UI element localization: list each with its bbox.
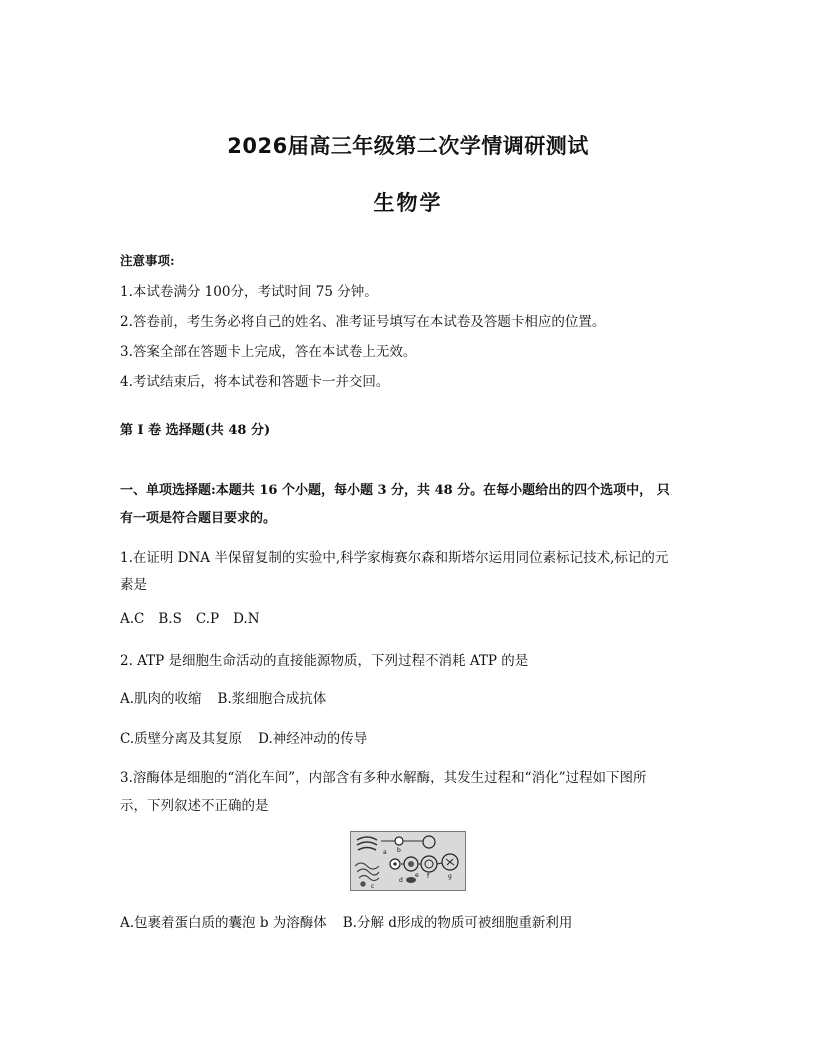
question-3-options-row1 [120,911,586,931]
option-a: A.肌肉的收缩 [120,691,202,707]
figure-label: f [427,873,430,880]
question-3-stem: 3.溶酶体是细胞的“消化车间”，内部含有多种水解酶，其发生过程和“消化”过程如下图所 [120,770,647,786]
question-1-stem-cont: 素是 [120,577,147,593]
figure-label: g [448,873,452,880]
question-3-stem-cont: 示，下列叙述不正确的是 [120,798,269,814]
question-2-stem: 2. ATP 是细胞生命活动的直接能源物质，下列过程不消耗 ATP 的是 [120,653,529,669]
lysosome-diagram [350,831,466,891]
question-1-stem: 1.在证明 DNA 半保留复制的实验中,科学家梅赛尔森和斯塔尔运用同位素标记技术,标记的元 [120,550,669,566]
figure-label: e [415,872,419,879]
exam-title: 2026届高三年级第二次学情调研测试 [227,134,589,158]
figure-label: c [371,883,375,890]
option-b: B.浆细胞合成抗体 [217,691,327,707]
notice-item: 2.答卷前，考生务必将自己的姓名、准考证号填写在本试卷及答题卡相应的位置。 [120,314,606,330]
option-b: B.S [158,611,182,627]
part-heading: 第 I 卷 选择题(共 48 分) [120,423,271,438]
section-instruction-cont: 有一项是符合题目要求的。 [120,511,277,526]
option-a: A.C [120,611,145,627]
figure-label: a [383,849,387,856]
figure-label: d [399,877,403,884]
arrow-line [437,863,442,864]
vesicle [423,836,435,848]
fusion-vesicle [421,856,437,872]
notice-item: 4.考试结束后，将本试卷和答题卡一并交回。 [120,374,390,390]
lysosome-diagram-svg [351,832,465,890]
option-c: C.质壁分离及其复原 [120,731,243,747]
section-instruction: 一、单项选择题:本题共 16 个小题，每小题 3 分，共 48 分。在每小题给出的四个选项中， 只 [120,483,670,498]
phagosome-content [408,861,414,867]
question-2-options-row2 [120,727,381,747]
notice-heading: 注意事项: [120,253,175,268]
option-d: D.神经冲动的传导 [258,731,368,747]
option-d: D.N [233,611,260,627]
option-a: A.包裹着蛋白质的囊泡 b 为溶酶体 [120,915,327,931]
figure-label: b [397,847,401,854]
subject-title: 生物学 [373,191,443,215]
notice-item: 3.答案全部在答题卡上完成，答在本试卷上无效。 [120,344,417,360]
endoplasmic-reticulum [355,863,379,886]
lysosome-core [393,862,396,865]
question-2-options-row1 [120,687,340,707]
vesicle [395,837,403,845]
digested-material [446,859,454,865]
option-c: C.P [195,611,220,627]
question-1-options [120,611,274,627]
fusion-vesicle-inner [425,860,433,868]
option-b: B.分解 d形成的物质可被细胞重新利用 [342,915,573,931]
notice-item: 1.本试卷满分 100分，考试时间 75 分钟。 [120,284,378,300]
golgi-apparatus [357,837,377,850]
